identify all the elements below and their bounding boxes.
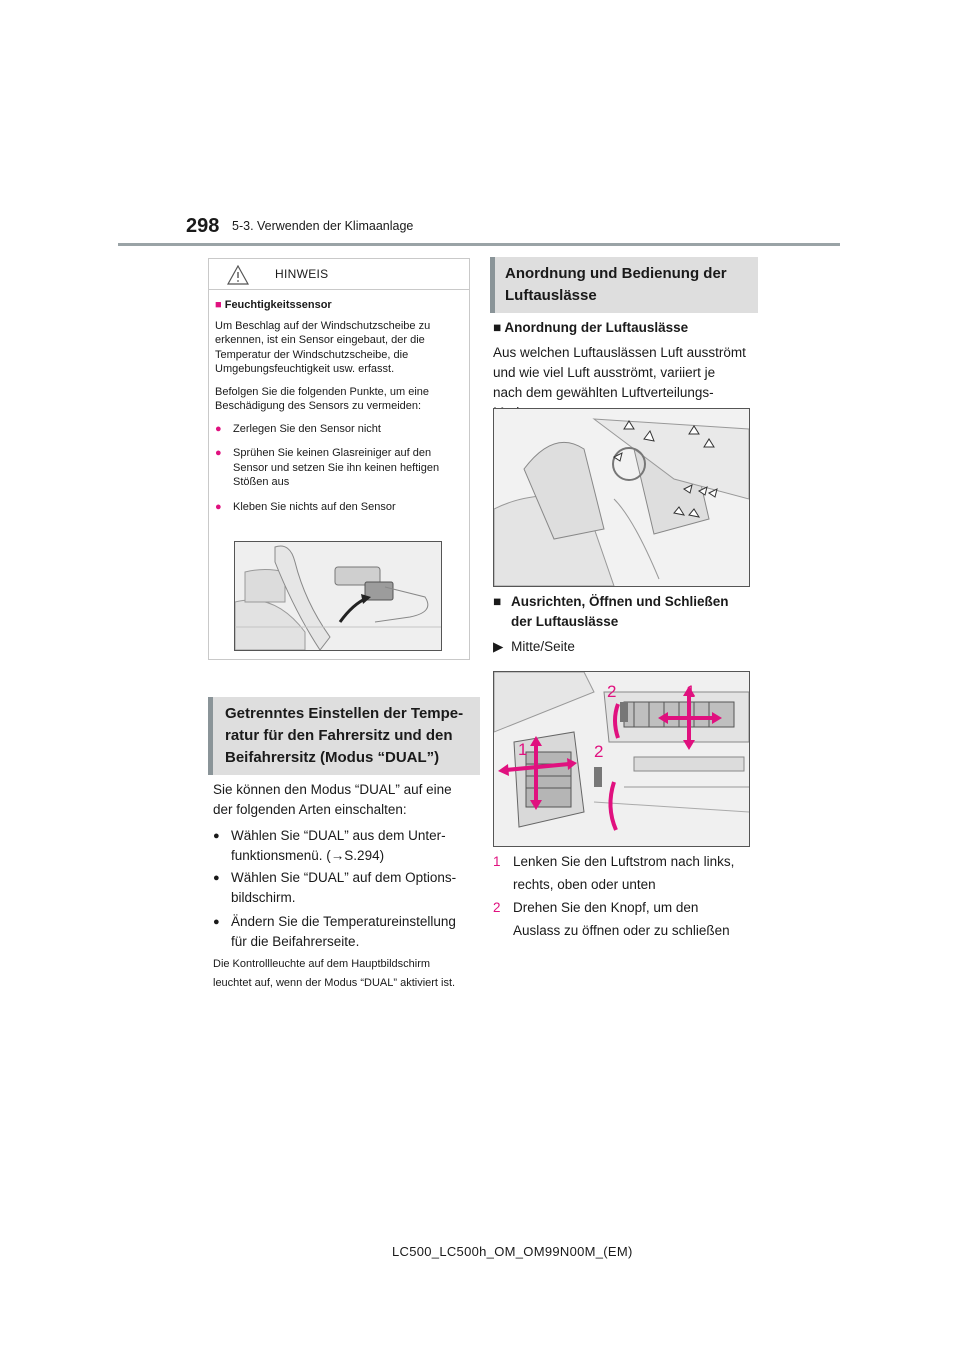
vents-section-heading: Anordnung und Bedienung der Luftauslässe [490, 257, 758, 313]
square-bullet-icon: ■ [215, 299, 222, 311]
square-bullet-icon: ■ [493, 320, 502, 335]
section-title: 5-3. Verwenden der Klimaanlage [232, 219, 414, 233]
warning-icon [227, 265, 249, 285]
model-code: LC500_LC500h_OM_OM99N00M_(EM) [392, 1244, 633, 1259]
step-number: 1 [493, 854, 501, 869]
vent-closeup-illustration [493, 671, 750, 847]
list-item: ● Wählen Sie “DUAL” auf dem Options-bildschirm. [213, 868, 468, 908]
list-item: ● Wählen Sie “DUAL” aus dem Unter-funktionsmenü. (→S.294) [213, 826, 468, 866]
bullet-icon: ● [213, 872, 220, 884]
step-2: 2 Drehen Sie den Knopf, um den Auslass zu öffnen oder zu schließen [493, 896, 748, 942]
dual-note: Die Kontrollleuchte auf dem Hauptbildschirm leuchtet auf, wenn der Modus “DUAL” aktiviert ist. [213, 958, 456, 989]
dual-section-heading: Getrenntes Einstellen der Tempe- ratur für den Fahrersitz und den Beifahrersitz (Modus “DUAL”) [208, 697, 480, 775]
bullet-icon: ● [213, 916, 220, 928]
cabin-vents-illustration [493, 408, 750, 587]
callout-2-left: 2 [594, 742, 604, 761]
dual-intro: Sie können den Modus “DUAL” auf eine der folgenden Arten einschalten: [213, 782, 452, 817]
list-item: ● Zerlegen Sie den Sensor nicht [215, 422, 381, 435]
square-bullet-icon: ■ [493, 594, 502, 609]
list-item: ● Ändern Sie die Temperatureinstellung für die Beifahrerseite. [213, 912, 468, 952]
bullet-icon: ● [215, 422, 222, 435]
callout-1-left: 1 [518, 740, 528, 759]
bullet-icon: ● [215, 500, 222, 513]
list-item: ● Sprühen Sie keinen Glasreiniger auf den Sensor und setzen Sie ihn keinen heftigen Stößen aus [215, 447, 440, 488]
notice-paragraph: Befolgen Sie die folgenden Punkte, um eine Beschädigung des Sensors zu vermeiden: [215, 385, 430, 412]
notice-title: HINWEIS [275, 267, 329, 281]
notice-box [208, 258, 470, 660]
notice-subtitle: ■ Feuchtigkeitssensor [215, 299, 332, 311]
callout-1-top: 1 [686, 682, 696, 701]
vents-subheading: ■ Anordnung der Luftauslässe [493, 320, 689, 335]
list-item: ● Kleben Sie nichts auf den Sensor [215, 500, 396, 513]
sensor-illustration [234, 541, 442, 651]
step-1: 1 Lenken Sie den Luftstrom nach links, rechts, oben oder unten [493, 850, 748, 896]
notice-paragraph: Um Beschlag auf der Windschutzscheibe zu erkennen, ist ein Sensor eingebaut, der die Temperatur der Windschutzscheibe, die Umgebungsfeuchtigkeit usw. erfasst. [215, 319, 431, 375]
vents-paragraph: Aus welchen Luftauslässen Luft ausströmt und wie viel Luft ausströmt, variiert je nach dem gewählten Luftverteilungs- [493, 345, 746, 400]
callout-2-top: 2 [607, 682, 617, 701]
triangle-bullet-icon: ▶ [493, 639, 504, 654]
page-number: 298 [186, 215, 220, 237]
bullet-icon: ● [213, 830, 220, 842]
bullet-icon: ● [215, 447, 222, 459]
notice-header [209, 259, 469, 290]
vents-subheading-side: ▶ Mitte/Seite [493, 639, 575, 654]
header-divider [118, 243, 840, 246]
vents-subheading: ■ Ausrichten, Öffnen und Schließen der Luftauslässe [493, 592, 748, 632]
step-number: 2 [493, 900, 501, 915]
